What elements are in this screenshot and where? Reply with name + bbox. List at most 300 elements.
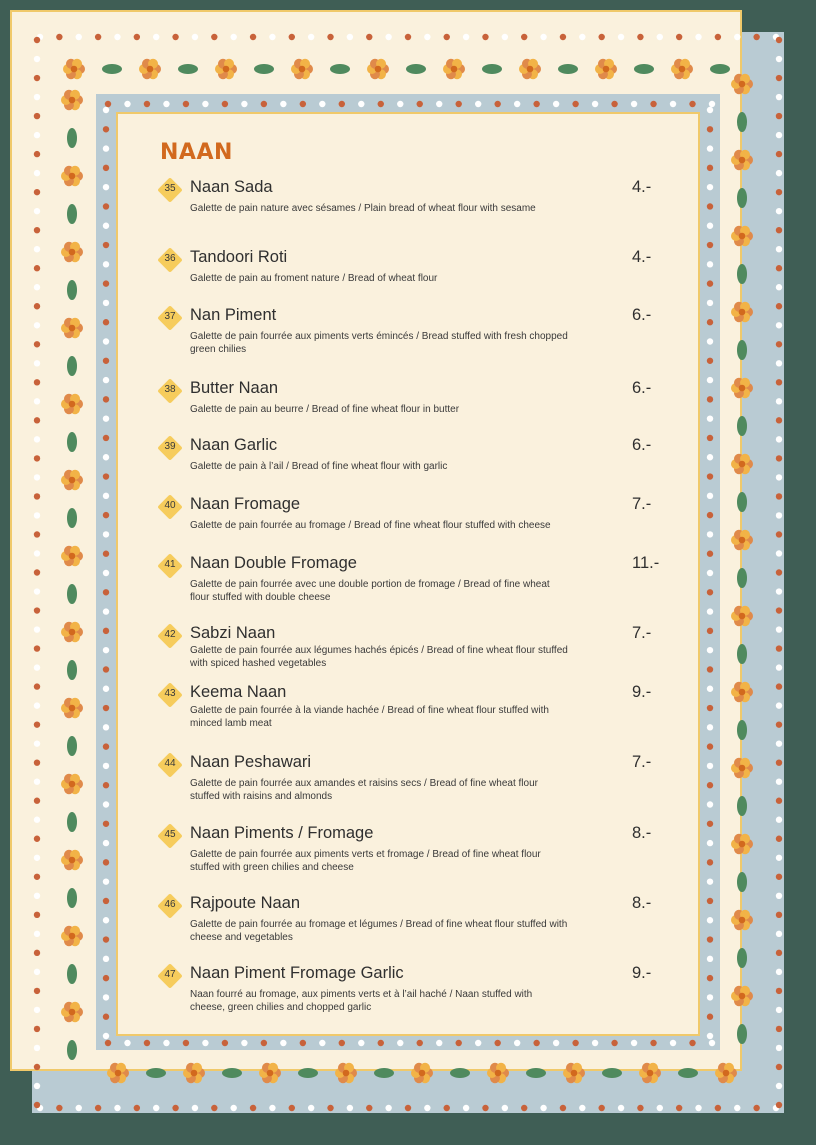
item-description: Galette de pain fourrée avec une double portion de fromage / Bread of fine wheat flour stuffed with double cheese — [190, 579, 550, 603]
item-name: Naan Piment Fromage Garlic — [190, 964, 404, 982]
border-dot — [308, 34, 314, 40]
border-dot — [707, 165, 713, 171]
border-dot — [707, 628, 713, 634]
flower-icon — [731, 150, 753, 170]
border-dot — [172, 1105, 178, 1111]
leaf-icon — [330, 64, 350, 74]
border-dot — [533, 101, 539, 107]
border-dot — [533, 1040, 539, 1046]
border-dot — [707, 377, 713, 383]
leaf-icon — [67, 736, 77, 756]
border-dot — [34, 759, 40, 765]
border-dot — [670, 1040, 676, 1046]
border-dot — [776, 417, 782, 423]
border-dot — [650, 101, 656, 107]
border-dot — [103, 743, 109, 749]
border-dot — [776, 151, 782, 157]
border-dot — [280, 101, 286, 107]
border-dot — [103, 473, 109, 479]
border-dot — [707, 898, 713, 904]
border-dot — [579, 1105, 585, 1111]
border-dot — [776, 721, 782, 727]
flower-icon — [215, 59, 237, 79]
item-number-badge: 45 — [158, 824, 182, 848]
border-dot — [103, 415, 109, 421]
border-dot — [103, 763, 109, 769]
border-dot — [34, 855, 40, 861]
border-dot — [300, 1040, 306, 1046]
border-dot — [103, 840, 109, 846]
border-dot — [650, 1040, 656, 1046]
border-dot — [34, 341, 40, 347]
border-dot — [776, 455, 782, 461]
flower-icon — [63, 59, 85, 79]
border-dot — [424, 34, 430, 40]
border-dot — [776, 284, 782, 290]
border-dot — [707, 859, 713, 865]
border-dot — [707, 608, 713, 614]
leaf-icon — [678, 1068, 698, 1078]
border-dot — [34, 664, 40, 670]
flower-icon — [519, 59, 541, 79]
border-dot — [776, 1064, 782, 1070]
border-dot — [444, 34, 450, 40]
border-dot — [707, 531, 713, 537]
border-dot — [592, 101, 598, 107]
border-dot — [250, 34, 256, 40]
border-dot — [776, 950, 782, 956]
border-dot — [753, 34, 759, 40]
border-dot — [463, 34, 469, 40]
border-dot — [776, 702, 782, 708]
border-dot — [103, 512, 109, 518]
border-dot — [34, 550, 40, 556]
item-name: Naan Sada — [190, 178, 273, 196]
border-dot — [494, 101, 500, 107]
border-dot — [385, 1105, 391, 1111]
flower-icon — [61, 166, 83, 186]
flower-icon — [731, 530, 753, 550]
leaf-icon — [67, 888, 77, 908]
border-dot — [289, 1105, 295, 1111]
border-dot — [103, 223, 109, 229]
border-dot — [707, 145, 713, 151]
border-dot — [776, 474, 782, 480]
item-name: Rajpoute Naan — [190, 894, 301, 912]
item-price: 8.- — [632, 824, 652, 842]
border-dot — [707, 647, 713, 653]
border-dot — [124, 101, 130, 107]
border-dot — [611, 1040, 617, 1046]
border-dot — [34, 778, 40, 784]
border-dot — [378, 1040, 384, 1046]
border-dot — [56, 1105, 62, 1111]
border-dot — [707, 666, 713, 672]
border-dot — [134, 34, 140, 40]
flower-icon — [61, 242, 83, 262]
border-dot — [776, 607, 782, 613]
border-dot — [572, 1040, 578, 1046]
border-dot — [34, 75, 40, 81]
item-price: 7.- — [632, 753, 652, 771]
border-dot — [707, 956, 713, 962]
border-dot — [776, 1007, 782, 1013]
border-dot — [776, 379, 782, 385]
border-dot — [776, 132, 782, 138]
border-dot — [183, 1040, 189, 1046]
border-dot — [183, 101, 189, 107]
border-dot — [103, 126, 109, 132]
border-dot — [153, 1105, 159, 1111]
border-dot — [657, 1105, 663, 1111]
border-dot — [103, 570, 109, 576]
border-dot — [103, 261, 109, 267]
border-dot — [707, 589, 713, 595]
leaf-icon — [737, 1024, 747, 1044]
border-dot — [776, 360, 782, 366]
border-dot — [776, 246, 782, 252]
border-dot — [572, 101, 578, 107]
border-dot — [637, 1105, 643, 1111]
border-dot — [611, 101, 617, 107]
border-dot — [103, 705, 109, 711]
border-dot — [776, 855, 782, 861]
border-dot — [776, 664, 782, 670]
border-dot — [103, 203, 109, 209]
border-dot — [103, 975, 109, 981]
border-dot — [776, 588, 782, 594]
item-number-badge: 47 — [158, 964, 182, 988]
border-dot — [776, 836, 782, 842]
leaf-icon — [298, 1068, 318, 1078]
leaf-icon — [67, 508, 77, 528]
border-dot — [521, 34, 527, 40]
border-dot — [689, 1040, 695, 1046]
border-dot — [34, 645, 40, 651]
item-name: Naan Garlic — [190, 436, 278, 454]
leaf-icon — [67, 432, 77, 452]
border-dot — [707, 396, 713, 402]
item-price: 7.- — [632, 624, 652, 642]
border-dot — [103, 396, 109, 402]
border-dot — [715, 1105, 721, 1111]
border-dot — [34, 740, 40, 746]
border-dot — [707, 821, 713, 827]
border-dot — [482, 1105, 488, 1111]
border-dot — [103, 338, 109, 344]
leaf-icon — [737, 492, 747, 512]
border-dot — [776, 94, 782, 100]
border-dot — [144, 101, 150, 107]
border-dot — [707, 1033, 713, 1039]
border-dot — [230, 34, 236, 40]
border-dot — [709, 101, 715, 107]
border-dot — [734, 34, 740, 40]
border-dot — [103, 165, 109, 171]
flower-icon — [61, 318, 83, 338]
item-price: 6.- — [632, 306, 652, 324]
flower-icon — [61, 546, 83, 566]
item-name: Naan Piments / Fromage — [190, 824, 374, 842]
border-dot — [103, 184, 109, 190]
item-name: Tandoori Roti — [190, 248, 288, 266]
item-description: Galette de pain fourrée aux piments verts émincés / Bread stuffed with fresh chopped green chilies — [190, 331, 568, 355]
border-dot — [707, 261, 713, 267]
border-dot — [776, 227, 782, 233]
border-dot — [358, 101, 364, 107]
border-dot — [339, 101, 345, 107]
border-dot — [250, 1105, 256, 1111]
border-dot — [637, 34, 643, 40]
border-dot — [776, 798, 782, 804]
border-dot — [103, 859, 109, 865]
border-dot — [34, 817, 40, 823]
border-dot — [707, 801, 713, 807]
border-dot — [776, 208, 782, 214]
leaf-icon — [222, 1068, 242, 1078]
leaf-icon — [558, 64, 578, 74]
item-name: Sabzi Naan — [190, 624, 276, 642]
border-dot — [456, 1040, 462, 1046]
border-dot — [34, 189, 40, 195]
border-dot — [280, 1040, 286, 1046]
border-dot — [34, 1102, 40, 1108]
border-dot — [776, 512, 782, 518]
border-dot — [540, 1105, 546, 1111]
leaf-icon — [67, 1040, 77, 1060]
border-dot — [776, 398, 782, 404]
border-dot — [34, 988, 40, 994]
border-dot — [598, 34, 604, 40]
border-dot — [211, 34, 217, 40]
border-dot — [308, 1105, 314, 1111]
leaf-icon — [737, 112, 747, 132]
flower-icon — [715, 1063, 737, 1083]
item-description: Galette de pain au froment nature / Bread of wheat flour — [190, 273, 438, 284]
item-description: Galette de pain à l’ail / Bread of fine wheat flour with garlic — [190, 461, 448, 472]
border-dot — [103, 242, 109, 248]
border-dot — [211, 1105, 217, 1111]
border-dot — [521, 1105, 527, 1111]
border-dot — [417, 101, 423, 107]
border-dot — [34, 227, 40, 233]
border-dot — [34, 874, 40, 880]
border-dot — [261, 1040, 267, 1046]
border-dot — [397, 1040, 403, 1046]
border-dot — [776, 626, 782, 632]
border-dot — [34, 474, 40, 480]
border-dot — [776, 113, 782, 119]
item-price: 4.- — [632, 178, 652, 196]
border-dot — [707, 473, 713, 479]
border-dot — [475, 1040, 481, 1046]
border-dot — [631, 1040, 637, 1046]
border-dot — [707, 936, 713, 942]
border-dot — [776, 37, 782, 43]
border-dot — [776, 759, 782, 765]
border-dot — [657, 34, 663, 40]
item-description: Galette de pain nature avec sésames / Plain bread of wheat flour with sesame — [190, 203, 536, 214]
flower-icon — [61, 774, 83, 794]
border-dot — [707, 184, 713, 190]
border-dot — [715, 34, 721, 40]
flower-icon — [335, 1063, 357, 1083]
border-dot — [707, 917, 713, 923]
item-number-badge: 38 — [158, 379, 182, 403]
border-dot — [776, 550, 782, 556]
flower-icon — [731, 986, 753, 1006]
border-dot — [222, 1040, 228, 1046]
border-dot — [34, 607, 40, 613]
flower-icon — [487, 1063, 509, 1083]
leaf-icon — [737, 872, 747, 892]
border-dot — [103, 994, 109, 1000]
border-dot — [707, 242, 713, 248]
border-dot — [34, 1007, 40, 1013]
border-dot — [707, 415, 713, 421]
border-dot — [103, 821, 109, 827]
border-dot — [103, 493, 109, 499]
item-number-badge: 37 — [158, 306, 182, 330]
border-dot — [103, 358, 109, 364]
item-description: Galette de pain fourrée à la viande hachée / Bread of fine wheat flour stuffed with minced lamb meat — [190, 705, 549, 729]
item-number-badge: 41 — [158, 554, 182, 578]
border-dot — [618, 34, 624, 40]
border-dot — [707, 763, 713, 769]
border-dot — [103, 936, 109, 942]
leaf-icon — [67, 584, 77, 604]
border-dot — [34, 1045, 40, 1051]
border-dot — [514, 101, 520, 107]
border-dot — [598, 1105, 604, 1111]
border-dot — [222, 101, 228, 107]
border-dot — [34, 950, 40, 956]
border-dot — [103, 608, 109, 614]
border-dot — [34, 379, 40, 385]
border-dot — [34, 436, 40, 442]
leaf-icon — [737, 644, 747, 664]
border-dot — [436, 1040, 442, 1046]
item-description: Galette de pain au beurre / Bread of fine wheat flour in butter — [190, 404, 460, 415]
border-dot — [34, 1026, 40, 1032]
border-dot — [34, 493, 40, 499]
border-dot — [753, 1105, 759, 1111]
border-dot — [163, 1040, 169, 1046]
page-title: NAAN — [160, 140, 233, 165]
border-dot — [163, 101, 169, 107]
border-dot — [579, 34, 585, 40]
flower-icon — [61, 926, 83, 946]
border-dot — [707, 840, 713, 846]
border-dot — [103, 686, 109, 692]
border-dot — [707, 705, 713, 711]
item-name: Naan Fromage — [190, 495, 301, 513]
leaf-icon — [737, 416, 747, 436]
flower-icon — [291, 59, 313, 79]
flower-icon — [411, 1063, 433, 1083]
border-dot — [34, 798, 40, 804]
border-dot — [424, 1105, 430, 1111]
border-dot — [502, 1105, 508, 1111]
item-price: 9.- — [632, 683, 652, 701]
border-dot — [385, 34, 391, 40]
border-dot — [34, 912, 40, 918]
leaf-icon — [737, 948, 747, 968]
leaf-icon — [374, 1068, 394, 1078]
border-dot — [553, 1040, 559, 1046]
border-dot — [776, 874, 782, 880]
border-dot — [76, 1105, 82, 1111]
leaf-icon — [737, 340, 747, 360]
border-dot — [105, 101, 111, 107]
border-dot — [776, 75, 782, 81]
border-dot — [631, 101, 637, 107]
leaf-icon — [67, 660, 77, 680]
flower-icon — [595, 59, 617, 79]
border-dot — [202, 1040, 208, 1046]
border-dot — [456, 101, 462, 107]
border-dot — [707, 686, 713, 692]
leaf-icon — [634, 64, 654, 74]
border-dot — [707, 975, 713, 981]
border-dot — [327, 34, 333, 40]
leaf-icon — [67, 280, 77, 300]
border-dot — [103, 1014, 109, 1020]
border-dot — [269, 34, 275, 40]
border-dot — [776, 341, 782, 347]
item-name: Naan Peshawari — [190, 753, 312, 771]
border-dot — [34, 931, 40, 937]
border-dot — [34, 702, 40, 708]
border-dot — [366, 34, 372, 40]
border-dot — [776, 1026, 782, 1032]
border-dot — [34, 721, 40, 727]
leaf-icon — [67, 964, 77, 984]
border-dot — [618, 1105, 624, 1111]
border-dot — [95, 34, 101, 40]
border-dot — [103, 1033, 109, 1039]
item-number-badge: 46 — [158, 894, 182, 918]
border-dot — [34, 94, 40, 100]
border-dot — [482, 34, 488, 40]
border-dot — [776, 322, 782, 328]
border-dot — [103, 145, 109, 151]
border-dot — [103, 917, 109, 923]
border-dot — [103, 454, 109, 460]
border-dot — [560, 1105, 566, 1111]
border-dot — [347, 34, 353, 40]
border-dot — [103, 878, 109, 884]
flower-icon — [61, 470, 83, 490]
border-dot — [689, 101, 695, 107]
border-dot — [103, 801, 109, 807]
border-dot — [417, 1040, 423, 1046]
border-dot — [358, 1040, 364, 1046]
flower-icon — [731, 834, 753, 854]
item-number-badge: 43 — [158, 683, 182, 707]
border-dot — [34, 303, 40, 309]
border-dot — [776, 569, 782, 575]
border-dot — [34, 683, 40, 689]
border-dot — [707, 454, 713, 460]
border-dot — [776, 56, 782, 62]
border-dot — [776, 893, 782, 899]
border-dot — [776, 493, 782, 499]
flower-icon — [139, 59, 161, 79]
leaf-icon — [602, 1068, 622, 1078]
item-name: Butter Naan — [190, 379, 279, 397]
border-dot — [34, 132, 40, 138]
